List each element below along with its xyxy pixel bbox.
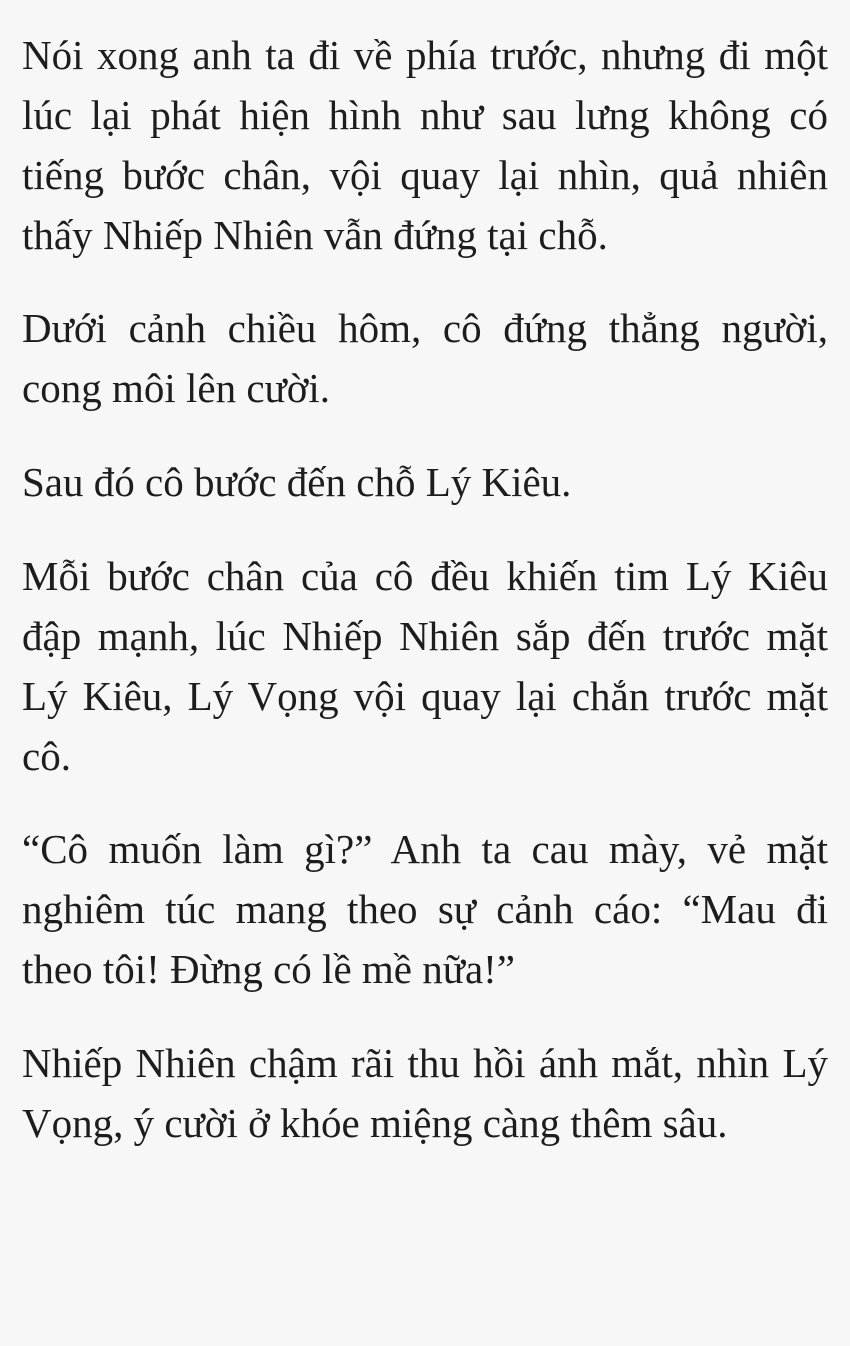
paragraph: “Cô muốn làm gì?” Anh ta cau mày, vẻ mặt nghiêm túc mang theo sự cảnh cáo: “Mau đi theo tôi! Đừng có lề mề nữa!” [22,826,828,993]
paragraph: Mỗi bước chân của cô đều khiến tim Lý Kiêu đập mạnh, lúc Nhiếp Nhiên sắp đến trước mặt Lý Kiêu, Lý Vọng vội quay lại chắn trước mặt cô. [22,553,828,779]
paragraph: Nhiếp Nhiên chậm rãi thu hồi ánh mắt, nhìn Lý Vọng, ý cười ở khóe miệng càng thêm sâu. [22,1040,828,1146]
paragraph: Sau đó cô bước đến chỗ Lý Kiêu. [22,459,572,506]
paragraph: Nói xong anh ta đi về phía trước, nhưng đi một lúc lại phát hiện hình như sau lưng không có tiếng bước chân, vội quay lại nhìn, quả nhiên thấy Nhiếp Nhiên vẫn đứng tại chỗ. [22,32,828,258]
paragraph: Dưới cảnh chiều hôm, cô đứng thẳng người, cong môi lên cười. [22,305,828,412]
reader-text-content [22,26,828,1154]
